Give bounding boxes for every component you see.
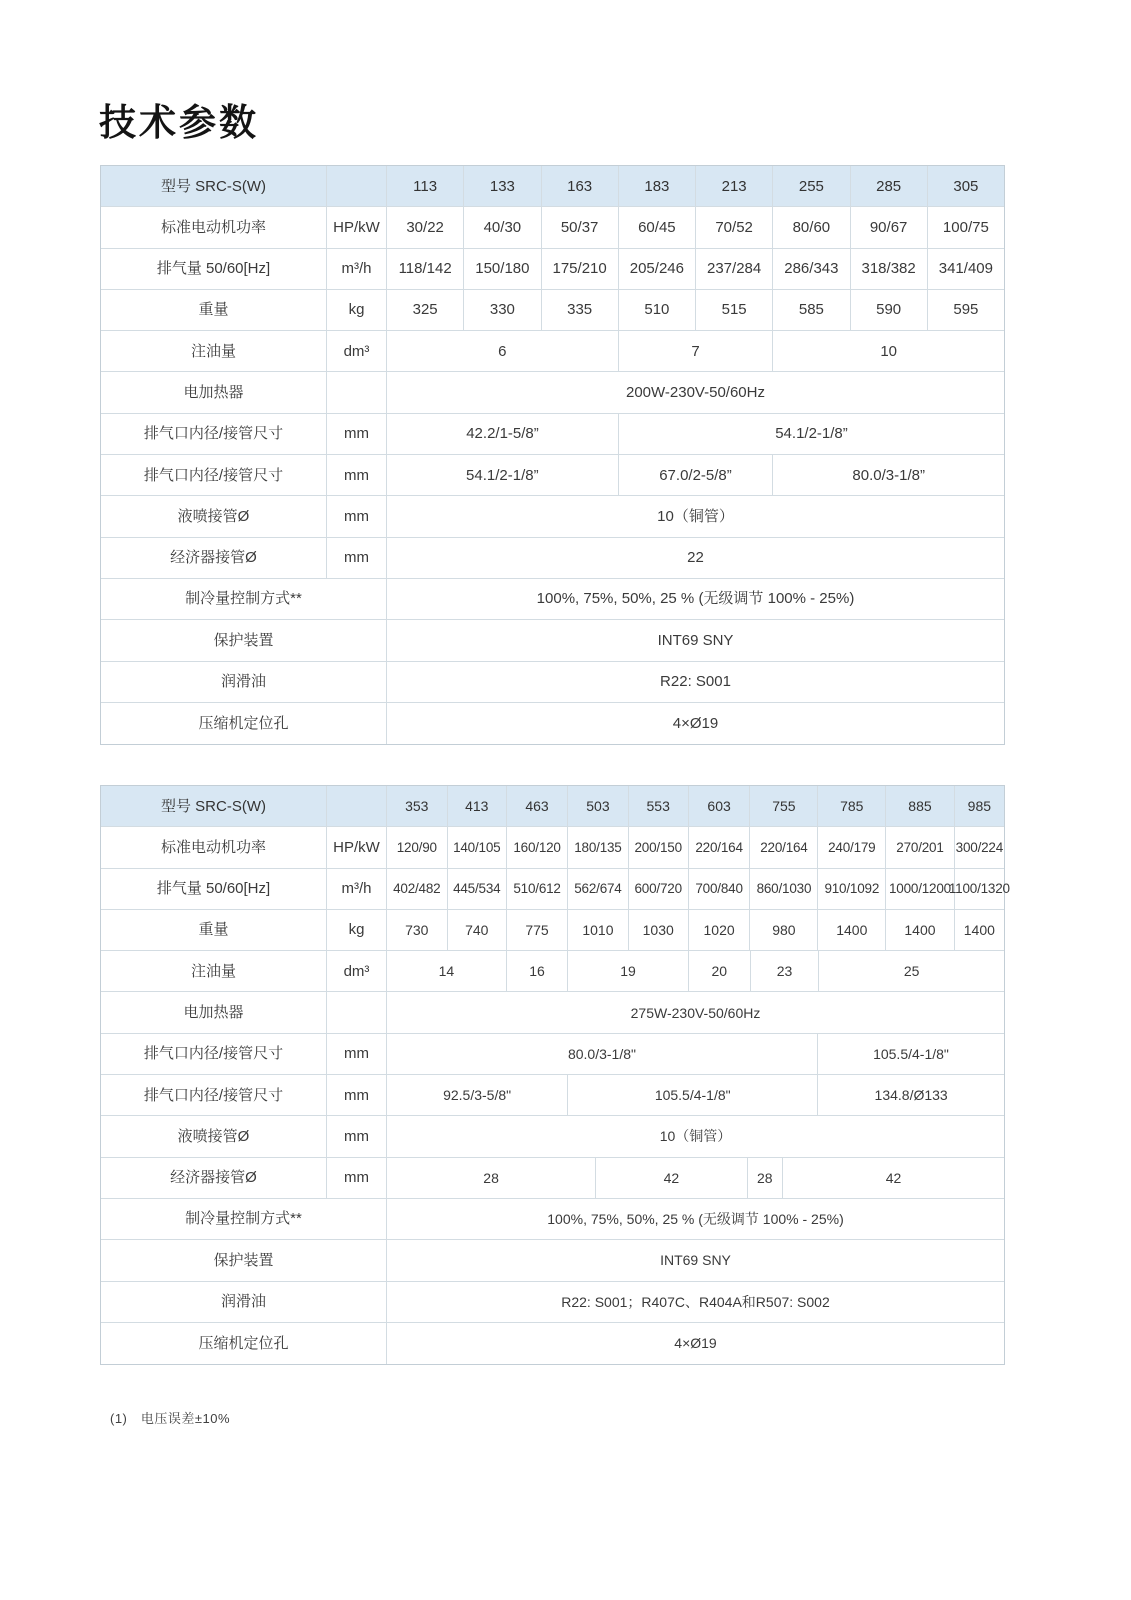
value-cell: 20 (689, 951, 751, 992)
value-cell: 590 (851, 290, 928, 331)
value-cell: 445/534 (448, 869, 507, 910)
table-row (101, 1034, 1004, 1075)
value-cell: 335 (542, 290, 619, 331)
table-header-row (101, 786, 1004, 827)
value-cell: 700/840 (689, 869, 751, 910)
row-unit (327, 372, 387, 413)
row-unit: HP/kW (327, 827, 387, 868)
value-cell: 775 (507, 910, 568, 951)
table-row (101, 414, 1004, 455)
table-row (101, 662, 1004, 703)
model-cell: 785 (818, 786, 886, 827)
page-title: 技术参数 (99, 102, 259, 143)
value-cell: 42.2/1-5/8” (387, 414, 619, 455)
value-cell: 318/382 (851, 249, 928, 290)
table-row (101, 951, 1004, 992)
table-row (101, 869, 1010, 910)
value-cell: 515 (696, 290, 773, 331)
value-cell: 67.0/2-5/8” (619, 455, 774, 496)
value-cell: 30/22 (387, 207, 464, 248)
row-label: 排气量 50/60[Hz] (101, 869, 327, 910)
value-cell: 275W-230V-50/60Hz (387, 992, 1004, 1033)
value-cell: 270/201 (886, 827, 954, 868)
row-label: 注油量 (101, 331, 327, 372)
table-row (101, 992, 1004, 1033)
value-cell: 60/45 (619, 207, 696, 248)
value-cell: 28 (387, 1158, 596, 1199)
value-cell: R22: S001 (387, 662, 1004, 703)
value-cell: 860/1030 (750, 869, 818, 910)
value-cell: 80.0/3-1/8” (773, 455, 1004, 496)
row-unit: HP/kW (327, 207, 387, 248)
value-cell: 510/612 (507, 869, 568, 910)
model-cell: 755 (750, 786, 818, 827)
value-cell: 1400 (886, 910, 954, 951)
row-label: 排气口内径/接管尺寸 (101, 455, 327, 496)
row-label: 压缩机定位孔 (101, 1323, 387, 1364)
value-cell: 54.1/2-1/8” (619, 414, 1004, 455)
table-row (101, 910, 1004, 951)
model-cell: 985 (955, 786, 1004, 827)
table-row (101, 372, 1004, 413)
value-cell: 980 (750, 910, 818, 951)
value-cell: 92.5/3-5/8" (387, 1075, 568, 1116)
value-cell: 10（铜管） (387, 1116, 1004, 1157)
table-row (101, 620, 1004, 661)
value-cell: R22: S001；R407C、R404A和R507: S002 (387, 1282, 1004, 1323)
value-cell: 4×Ø19 (672, 714, 719, 732)
row-unit (327, 786, 387, 827)
value-cell: 100%, 75%, 50%, 25 % (无级调节 100% - 25%) (387, 579, 1004, 620)
value-cell: 220/164 (750, 827, 818, 868)
value-cell: 330 (464, 290, 541, 331)
value-cell: 175/210 (542, 249, 619, 290)
row-label: 制冷量控制方式** (101, 1199, 387, 1240)
row-label: 制冷量控制方式** (101, 579, 387, 620)
value-cell: 40/30 (464, 207, 541, 248)
value-cell: 510 (619, 290, 696, 331)
table-row (101, 455, 1004, 496)
value-cell: 140/105 (448, 827, 507, 868)
value-cell: 200W-230V-50/60Hz (387, 372, 1004, 413)
row-label: 润滑油 (101, 662, 387, 703)
value-cell: 585 (773, 290, 850, 331)
value-cell: 1030 (629, 910, 689, 951)
model-cell: 285 (851, 166, 928, 207)
table-row (101, 703, 1004, 744)
table-row (101, 1323, 1004, 1364)
model-cell: 353 (387, 786, 448, 827)
value-cell: 105.5/4-1/8" (568, 1075, 818, 1116)
table-header-row (101, 166, 1004, 207)
value-cell: 1020 (689, 910, 751, 951)
row-unit: mm (327, 1075, 387, 1116)
model-cell: 503 (568, 786, 629, 827)
value-cell: 50/37 (542, 207, 619, 248)
value-cell: 4×Ø19 (674, 1335, 717, 1352)
value-cell: 740 (448, 910, 507, 951)
value-cell: 200/150 (629, 827, 689, 868)
value-cell: 100/75 (928, 207, 1004, 248)
row-label: 保护装置 (101, 1240, 387, 1281)
model-cell: 603 (689, 786, 751, 827)
row-unit: m³/h (327, 249, 387, 290)
value-cell: 6 (387, 331, 619, 372)
model-cell: 213 (696, 166, 773, 207)
value-cell: INT69 SNY (387, 1240, 1004, 1281)
model-cell: 553 (629, 786, 689, 827)
model-cell: 113 (387, 166, 464, 207)
row-unit: dm³ (327, 331, 387, 372)
model-cell: 463 (507, 786, 568, 827)
value-cell: 22 (387, 538, 1004, 579)
value-cell: 562/674 (568, 869, 629, 910)
value-cell: 402/482 (387, 869, 448, 910)
row-label: 型号 SRC-S(W) (101, 786, 327, 827)
row-label: 电加热器 (101, 992, 327, 1033)
row-unit: kg (327, 910, 387, 951)
table-row (101, 538, 1004, 579)
value-cell: 220/164 (689, 827, 751, 868)
row-label: 排气口内径/接管尺寸 (101, 414, 327, 455)
row-label: 注油量 (101, 951, 327, 992)
value-cell: INT69 SNY (387, 620, 1004, 661)
value-cell: 180/135 (568, 827, 629, 868)
row-label: 重量 (101, 290, 327, 331)
spec-table-1 (100, 165, 1005, 745)
value-cell: 150/180 (464, 249, 541, 290)
value-cell: 42 (783, 1158, 1004, 1199)
value-cell: 237/284 (696, 249, 773, 290)
row-unit: mm (327, 1116, 387, 1157)
value-cell: 1100/1320 (955, 869, 1004, 910)
row-unit (327, 166, 387, 207)
value-cell: 730 (387, 910, 448, 951)
value-cell: 240/179 (818, 827, 886, 868)
value-cell: 595 (928, 290, 1004, 331)
value-cell: 80.0/3-1/8" (387, 1034, 818, 1075)
value-cell: 42 (596, 1158, 747, 1199)
table-row (101, 496, 1004, 537)
value-cell: 118/142 (387, 249, 464, 290)
table-row (101, 1158, 1004, 1199)
value-cell: 600/720 (629, 869, 689, 910)
row-unit: mm (327, 414, 387, 455)
value-cell: 16 (507, 951, 569, 992)
row-unit: mm (327, 496, 387, 537)
row-label: 润滑油 (101, 1282, 387, 1323)
value-cell: 300/224 (955, 827, 1004, 868)
value-cell: 1000/1200 (886, 869, 954, 910)
row-unit: mm (327, 538, 387, 579)
value-cell: 1010 (568, 910, 629, 951)
table-row (101, 1116, 1004, 1157)
value-cell: 1400 (955, 910, 1004, 951)
model-cell: 133 (464, 166, 541, 207)
row-unit: kg (327, 290, 387, 331)
model-cell: 305 (928, 166, 1004, 207)
row-unit: mm (327, 1034, 387, 1075)
value-cell: 10 (773, 331, 1004, 372)
footnote: (1) 电压误差±10% (110, 1411, 231, 1426)
row-unit: mm (327, 455, 387, 496)
value-cell: 100%, 75%, 50%, 25 % (无级调节 100% - 25%) (387, 1199, 1004, 1240)
table-row (101, 579, 1004, 620)
value-cell: 23 (751, 951, 819, 992)
model-cell: 255 (773, 166, 850, 207)
row-label: 排气口内径/接管尺寸 (101, 1034, 327, 1075)
value-cell: 19 (568, 951, 688, 992)
table-row (101, 290, 1004, 331)
table-row (101, 1199, 1004, 1240)
value-cell: 28 (748, 1158, 783, 1199)
row-label: 重量 (101, 910, 327, 951)
value-cell: 25 (819, 951, 1004, 992)
table-row (101, 1240, 1004, 1281)
value-cell: 1400 (818, 910, 886, 951)
row-label: 经济器接管Ø (101, 538, 327, 579)
model-cell: 885 (886, 786, 954, 827)
row-unit: mm (327, 1158, 387, 1199)
row-label: 压缩机定位孔 (101, 703, 387, 744)
value-cell: 205/246 (619, 249, 696, 290)
row-unit: m³/h (327, 869, 387, 910)
row-label: 排气口内径/接管尺寸 (101, 1075, 327, 1116)
value-cell: 134.8/Ø133 (818, 1075, 1004, 1116)
row-label: 保护装置 (101, 620, 387, 661)
model-cell: 163 (542, 166, 619, 207)
row-unit (327, 992, 387, 1033)
value-cell: 910/1092 (818, 869, 886, 910)
spec-table-2 (100, 785, 1010, 1365)
row-label: 标准电动机功率 (101, 827, 327, 868)
row-label: 电加热器 (101, 372, 327, 413)
value-cell: 325 (387, 290, 464, 331)
row-label: 液喷接管Ø (101, 496, 327, 537)
value-cell: 90/67 (851, 207, 928, 248)
value-cell: 54.1/2-1/8” (387, 455, 619, 496)
value-cell: 286/343 (773, 249, 850, 290)
value-cell: 7 (619, 331, 774, 372)
model-cell: 413 (448, 786, 507, 827)
row-label: 经济器接管Ø (101, 1158, 327, 1199)
value-cell: 160/120 (507, 827, 568, 868)
table-row (101, 331, 1004, 372)
value-cell: 80/60 (773, 207, 850, 248)
row-label: 标准电动机功率 (101, 207, 327, 248)
row-label: 液喷接管Ø (101, 1116, 327, 1157)
table-row (101, 207, 1004, 248)
table-row (101, 827, 1004, 868)
value-cell: 14 (387, 951, 507, 992)
row-label: 型号 SRC-S(W) (101, 166, 327, 207)
row-unit: dm³ (327, 951, 387, 992)
value-cell: 70/52 (696, 207, 773, 248)
model-cell: 183 (619, 166, 696, 207)
table-row (101, 249, 1004, 290)
value-cell: 10（铜管） (387, 496, 1004, 537)
value-cell: 120/90 (387, 827, 448, 868)
table-row (101, 1282, 1004, 1323)
value-cell: 105.5/4-1/8" (818, 1034, 1004, 1075)
table-row (101, 1075, 1004, 1116)
value-cell: 341/409 (928, 249, 1004, 290)
row-label: 排气量 50/60[Hz] (101, 249, 327, 290)
